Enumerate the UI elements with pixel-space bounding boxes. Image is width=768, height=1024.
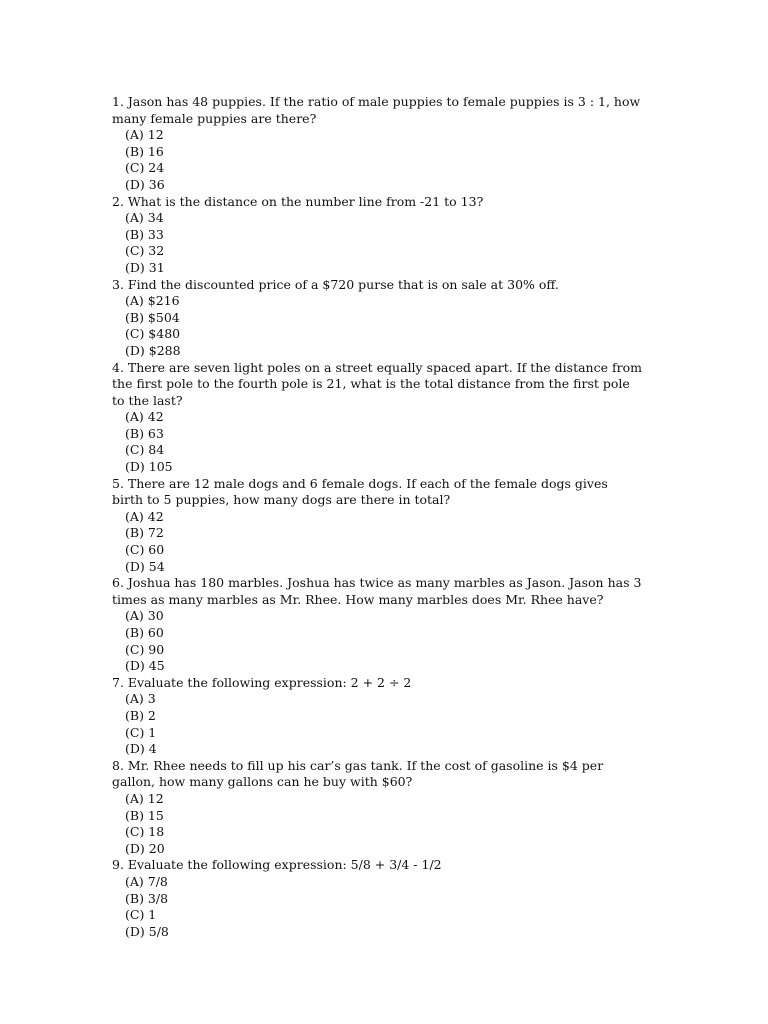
option-d: (D) 54	[125, 558, 165, 574]
option-c: (C) $480	[125, 326, 181, 342]
question-8	[112, 758, 642, 858]
option-b: (B) 3/8	[125, 890, 169, 906]
option-a: (A) 34	[125, 210, 164, 226]
question-text: 1. Jason has 48 puppies. If the ratio of male puppies to female puppies is 3 : 1, how many female puppies are there?	[112, 94, 641, 126]
option-c: (C) 1	[125, 907, 157, 923]
question-2	[112, 194, 642, 277]
option-b: (B) 2	[125, 707, 156, 723]
option-d: (D) 20	[125, 840, 165, 856]
question-9	[112, 857, 642, 940]
question-6	[112, 575, 642, 675]
option-b: (B) 60	[125, 625, 164, 640]
question-5	[112, 476, 642, 576]
answer-options	[112, 608, 642, 674]
question-text: 2. What is the distance on the number line from -21 to 13?	[112, 193, 484, 209]
question-4	[112, 360, 642, 476]
answer-options	[112, 127, 642, 193]
question-text: 7. Evaluate the following expression: 2 + 2 ÷ 2	[112, 674, 412, 690]
option-d: (D) 45	[125, 658, 165, 674]
option-a: (A) 42	[125, 508, 164, 524]
option-d: (D) 36	[125, 176, 165, 192]
option-d: (D) 105	[125, 459, 173, 475]
option-d: (D) $288	[125, 342, 181, 358]
question-3	[112, 277, 642, 360]
option-c: (C) 84	[125, 442, 165, 458]
answer-options	[112, 210, 642, 276]
option-b: (B) 33	[125, 226, 164, 242]
option-b: (B) 16	[125, 143, 164, 159]
option-a: (A) 7/8	[125, 873, 168, 889]
answer-options	[112, 791, 642, 857]
option-c: (C) 18	[125, 824, 165, 840]
option-a: (A) 30	[125, 608, 164, 624]
answer-options	[112, 874, 642, 940]
answer-options	[112, 509, 642, 575]
question-7	[112, 675, 642, 758]
option-b: (B) 15	[125, 807, 164, 823]
option-d: (D) 31	[125, 259, 165, 275]
option-a: (A) $216	[125, 293, 180, 309]
option-d: (D) 5/8	[125, 923, 169, 939]
option-c: (C) 1	[125, 724, 157, 740]
answer-options	[112, 293, 642, 359]
option-c: (C) 32	[125, 243, 165, 259]
option-a: (A) 42	[125, 409, 164, 425]
option-c: (C) 90	[125, 641, 165, 657]
option-b: (B) 63	[125, 425, 164, 441]
question-text: 4. There are seven light poles on a street equally spaced apart. If the distance from the first pole to the fourth pole is 21, what is the total distance from the first pole to the last?	[112, 359, 642, 408]
option-a: (A) 3	[125, 691, 156, 707]
question-1	[112, 94, 642, 194]
option-c: (C) 60	[125, 542, 165, 558]
question-text: 3. Find the discounted price of a $720 purse that is on sale at 30% off.	[112, 276, 559, 292]
answer-options	[112, 409, 642, 475]
option-d: (D) 4	[125, 741, 157, 757]
option-c: (C) 24	[125, 160, 165, 176]
question-text: 6. Joshua has 180 marbles. Joshua has twice as many marbles as Jason. Jason has 3 times as many marbles as Mr. Rhee. How many marbles does Mr. Rhee have?	[112, 575, 642, 607]
option-b: (B) 72	[125, 525, 164, 541]
question-text: 8. Mr. Rhee needs to fill up his car’s gas tank. If the cost of gasoline is $4 per gallon, how many gallons can he buy with $60?	[112, 757, 604, 790]
option-a: (A) 12	[125, 127, 164, 143]
worksheet-page	[112, 94, 642, 940]
question-text: 5. There are 12 male dogs and 6 female dogs. If each of the female dogs gives birth to 5 puppies, how many dogs are there in total?	[112, 475, 608, 508]
option-b: (B) $504	[125, 309, 180, 325]
option-a: (A) 12	[125, 790, 164, 806]
question-text: 9. Evaluate the following expression: 5/8 + 3/4 - 1/2	[112, 857, 442, 873]
answer-options	[112, 691, 642, 757]
